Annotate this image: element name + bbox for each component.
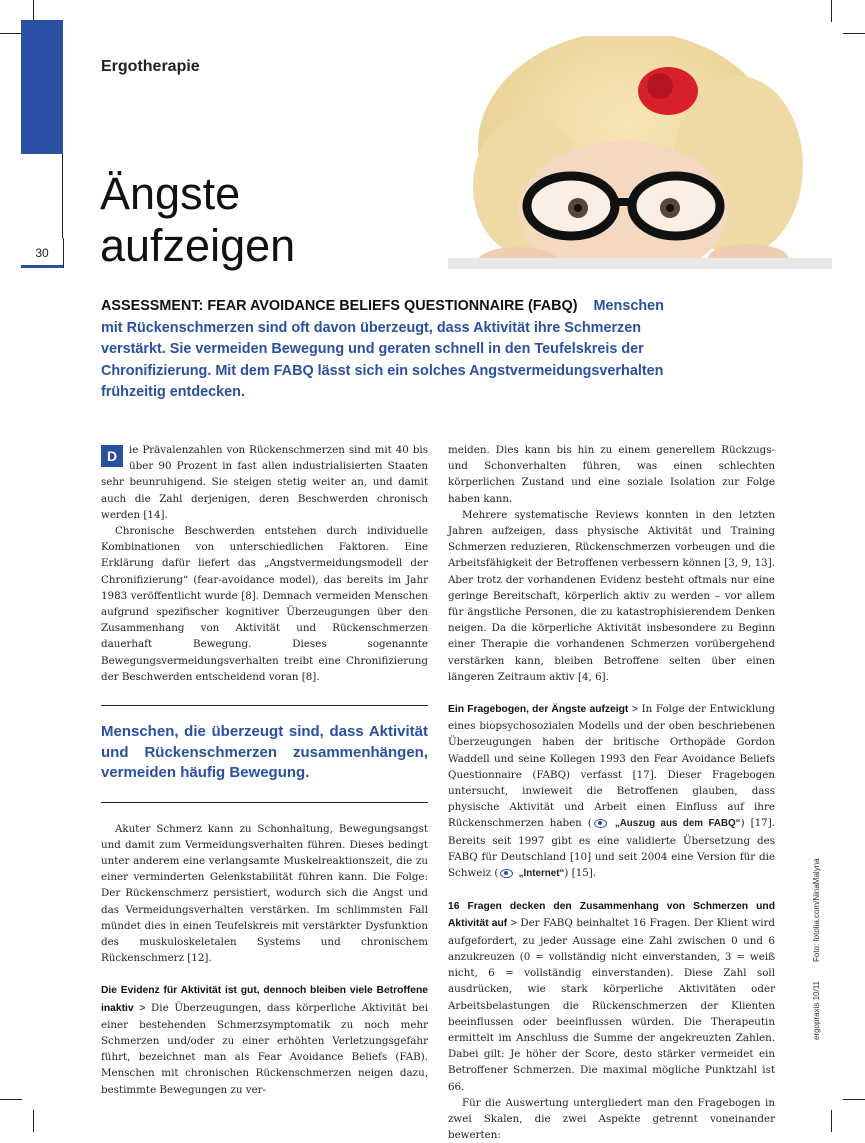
crop-mark <box>831 0 832 22</box>
drop-cap: D <box>101 445 123 467</box>
crop-mark <box>831 1110 832 1132</box>
eye-icon <box>594 819 607 828</box>
pull-quote <box>101 705 428 803</box>
cross-reference-link[interactable]: „Internet“ <box>518 868 565 880</box>
section-kicker: Ergotherapie <box>101 58 200 75</box>
arrow-icon: > <box>139 1002 146 1014</box>
crop-mark <box>843 33 865 34</box>
text-column-right <box>448 442 775 1143</box>
body-paragraph: Für die Auswertung untergliedert man den Fragebogen in zwei Skalen, die zwei Aspekte getrennt voneinander bewerten: <box>448 1096 775 1142</box>
body-paragraph: ie Prävalenzahlen von Rückenschmerzen sind mit 40 bis über 90 Prozent in fast allen industrialisierten Staaten sehr beunruhigend. Sie steigen stetig weiter an, und damit auch die Zahl derjenigen, deren Beschwerden chronisch werden [14]. <box>101 444 428 521</box>
subheading: Die Evidenz für Aktivität ist gut, dennoch bleiben viele Betroffene inaktiv <box>101 985 428 1014</box>
crop-mark <box>33 1110 34 1132</box>
crop-mark <box>0 1099 22 1100</box>
lead-label: ASSESSMENT: FEAR AVOIDANCE BELIEFS QUESTIONNAIRE (FABQ) <box>101 298 578 314</box>
body-paragraph: ) [17]. Bereits seit 1997 gibt es eine validierte Übersetzung des FABQ für Deutschland [10] und seit 2004 eine Version für die Schweiz ( <box>448 817 775 880</box>
crop-mark <box>0 33 22 34</box>
page-title <box>100 168 295 272</box>
page-number: 30 <box>21 238 64 268</box>
journal-issue: ergopraxis 10/11 <box>812 981 821 1040</box>
body-paragraph: Die Überzeugungen, dass körperliche Aktivität bei einer bestehenden Schmerzsymptomatik zu noch mehr Schmerzen und/oder zu einer erhöhten Verletzungsgefahr führt, bezeichnet man als Fear Avoidance Beliefs (FAB). Menschen mit chronischen Rückenschmerzen neigen dazu, bestimmte Bewegungen zu ver- <box>101 1001 428 1096</box>
eye-icon <box>500 869 513 878</box>
subheading: 16 Fragen decken den Zusammenhang von Schmerzen und Aktivität auf <box>448 901 775 930</box>
body-paragraph: Chronische Beschwerden entstehen durch individuelle Kombinationen von unterschiedlichen Faktoren. Eine Erklärung dafür liefert das „Angstvermeidungsmodell der Chronifizierung“ (fear-avoidance model), das bereits im Jahr 1983 veröffentlicht wurde [8]. Demnach vermeiden Menschen aufgrund spezifischer kognitiver Überzeugungen über den Zusammenhang von Aktivität und Rückenschmerzen dauerhaft Bewegung. Dieses sogenannte Bewegungsvermeidungsverhalten treibt eine Chronifizierung der Beschwerden entscheidend voran [8]. <box>101 525 428 683</box>
pull-quote-text: Menschen, die überzeugt sind, dass Aktivität und Rückenschmerzen zusammenhängen, vermeiden häufig Bewegung. <box>101 723 428 782</box>
crop-mark <box>843 1099 865 1100</box>
arrow-icon: > <box>510 918 517 930</box>
title-line-2: aufzeigen <box>100 220 296 271</box>
subheading: Ein Fragebogen, der Ängste aufzeigt <box>448 704 629 716</box>
margin-rule <box>62 154 63 238</box>
arrow-icon: > <box>631 704 638 716</box>
body-paragraph: Mehrere systematische Reviews konnten in den letzten Jahren aufzeigen, dass physische Aktivität und Training Schmerzen reduzieren, Rückenschmerzen vorbeugen und die Arbeitsfähigkeit der Betroffenen verbessern können [3, 9, 13]. Aber trotz der vorhandenen Evidenz besteht oftmals nur eine geringe Bereitschaft, körperlich aktiv zu werden – vor allem für ängstliche Personen, die zu katastrophisierendem Denken neigen. Da die körperliche Aktivität insbesondere zu Beginn einer Therapie die vorhandenen Schmerzen vorübergehend verstärken kann, bleiben Betroffene selten über einen längeren Zeitraum aktiv [4, 6]. <box>448 508 775 683</box>
body-paragraph: meiden. Dies kann bis hin zu einem generellem Rückzugs- und Schonverhalten führen, was einen schlechten körperlichen Zustand und eine soziale Isolation zur Folge haben kann. <box>448 444 775 505</box>
cross-reference-link[interactable]: „Auszug aus dem FABQ“ <box>614 818 741 830</box>
photo-credit: Foto: fotolia.com/NinaMalyna <box>812 858 821 962</box>
body-paragraph: ) [15]. <box>564 867 597 880</box>
crop-mark <box>33 0 34 22</box>
body-paragraph: Der FABQ beinhaltet 16 Fragen. Der Klient wird aufgefordert, zu jeder Aussage eine Zahl zwischen 0 und 6 anzukreuzen (0 = vollständig nicht einverstanden, 3 = weiß nicht, 6 = vollständig einverstanden). Diese Zahl soll ausdrücken, wie stark körperliche Aktivitäten oder Arbeitsbelastungen die Rückenschmerzen der Klienten beeinflussen oder beeinflussen würden. Die Therapeutin ermittelt im Anschluss die Summe der angekreuzten Zahlen. Dabei gilt: Je höher der Score, desto stärker vermeidet ein Betroffener Schmerzen. Die maximal mögliche Punktzahl ist 66. <box>448 917 776 1093</box>
lead-paragraph <box>101 296 681 404</box>
body-paragraph: Akuter Schmerz kann zu Schonhaltung, Bewegungsangst und damit zum Vermeidungsverhalten führen. Dieses bedingt unter anderem eine verlangsamte Muskelreaktionszeit, die zu einer verminderten Gelenkstabilität führen kann. Die Folge: Der Rückenschmerz persistiert, wodurch sich die Angst und das Vermeidungsverhalten verstärken. Im schlimmsten Fall mündet dies in einen Teufelskreis mit verstärkter Dysfunktion des muskuloskeletalen Systems und chronischem Rückenschmerz [12]. <box>101 822 428 965</box>
body-paragraph: In Folge der Entwicklung eines biopsychosozialen Modells und der oben beschriebenen Überzeugungen haben der britische Orthopäde Gordon Waddell und seine Kollegen 1993 den Fear Avoidance Beliefs Questionnaire (FABQ) verfasst [17]. Dieser Fragebogen untersucht, inwieweit die Betroffenen glauben, dass physische Aktivität und Arbeit einen Einfluss auf ihre Rückenschmerzen haben ( <box>448 703 776 830</box>
title-line-1: Ängste <box>100 168 241 219</box>
text-column-left <box>101 442 428 1098</box>
margin-color-bar <box>21 20 63 154</box>
lead-text: Menschen mit Rückenschmerzen sind oft davon überzeugt, dass Aktivität ihre Schmerzen verstärkt. Sie vermeiden Bewegung und geraten schnell in den Teufelskreis der Chronifizierung. Mit dem FABQ lässt sich ein solches Angstvermeidungsverhalten frühzeitig entdecken. <box>101 298 664 400</box>
hero-photo <box>448 36 832 269</box>
